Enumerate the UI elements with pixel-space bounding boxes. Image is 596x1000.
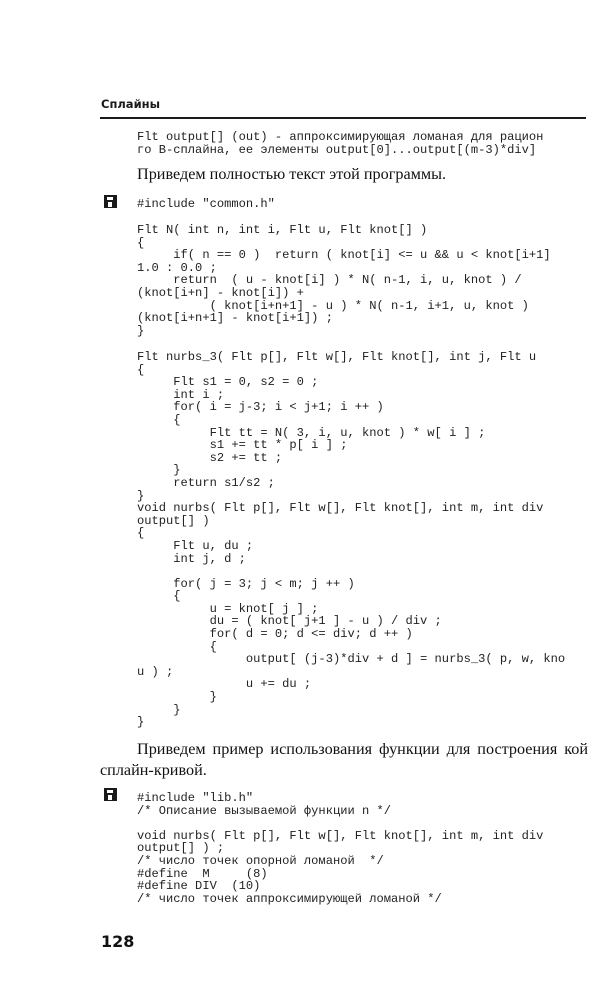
paragraph-usage-example-intro: Приведем пример использования функции для построения кой сплайн-кривой. — [100, 740, 588, 779]
paragraph-full-listing-intro: Приведем полностью текст этой программы. — [137, 165, 447, 183]
floppy-disk-icon — [104, 195, 117, 208]
running-head: Сплайны — [101, 97, 160, 111]
header-rule — [100, 117, 586, 119]
listing-2-code-block: #include "lib.h" /* Описание вызываемой функции n */ void nurbs( Flt p[], Flt w[], Flt knot[], int m, int div output[] ) ; /* число точек опорной ломаной */ #define M (8) #define DIV (10) /* число точек аппроксимирующей ломаной */ — [137, 791, 544, 906]
listing-1-function-n: Flt N( int n, int i, Flt u, Flt knot[] ) { if( n == 0 ) return ( knot[i] <= u && u < knot[i+1] 1.0 : 0.0 ; return ( u - knot[i] ) * N( n-1, i, u, knot ) / (knot[i+n] - knot[i]) + ( knot[i+n+1] - u ) * N( n-1, i+1, u, knot ) (knot[i+n+1] - knot[i+1]) ; } — [137, 223, 551, 338]
listing-1-include: #include "common.h" — [137, 197, 275, 211]
intro-code-block: Flt output[] (out) - аппроксимирующая ломаная для рацион го B-сплайна, ее элементы output[0]...output[(m-3)*div] — [137, 130, 544, 157]
listing-1-nurbs-functions: Flt nurbs_3( Flt p[], Flt w[], Flt knot[], int j, Flt u { Flt s1 = 0, s2 = 0 ; int i ; for( i = j-3; i < j+1; i ++ ) { Flt tt = N( 3, i, u, knot ) * w[ i ] ; s1 += tt * p[ i ] ; s2 += tt ; } return s1/s2 ; } void nurbs( Flt p[], Flt w[], Flt knot[], int m, int div output[] ) { Flt u, du ; int j, d ; for( j = 3; j < m; j ++ ) { u = knot[ j ] ; du = ( knot[ j+1 ] - u ) / div ; for( d = 0; d <= div; d ++ ) { output[ (j-3)*div + d ] = nurbs_3( p, w, kno u ) ; u += du ; } } } — [137, 350, 566, 730]
floppy-disk-icon — [104, 788, 117, 801]
page-number: 128 — [101, 932, 135, 951]
